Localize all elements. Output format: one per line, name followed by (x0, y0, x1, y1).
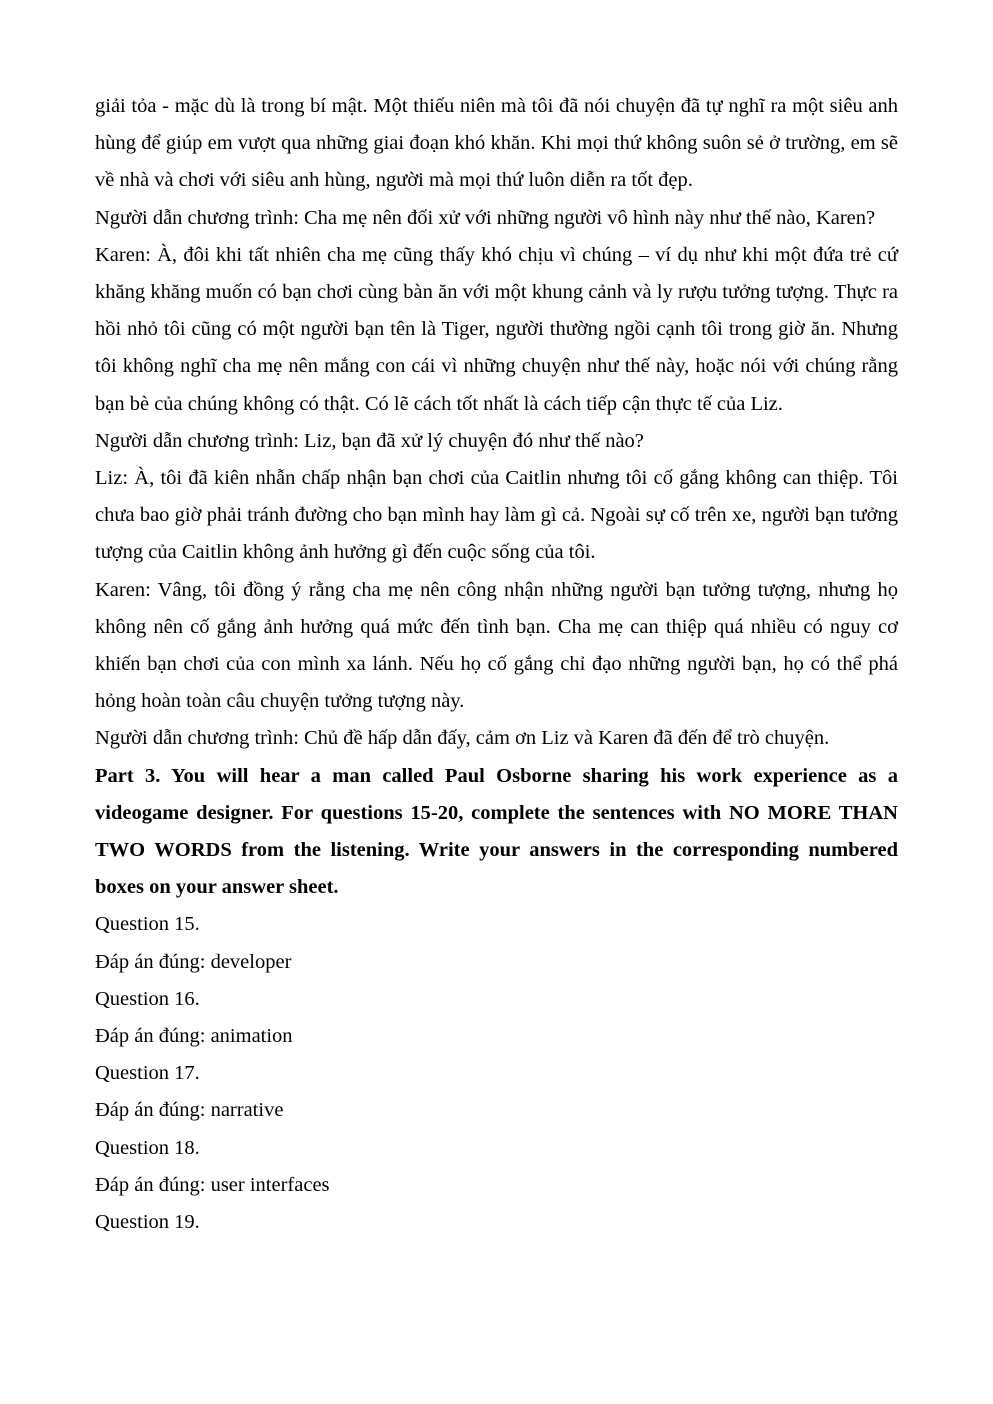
question-16: Question 16. (95, 987, 200, 1010)
question-15: Question 15. (95, 913, 200, 936)
paragraph-host-question-liz: Người dẫn chương trình: Liz, bạn đã xử lý chuyện đó như thế nào? (95, 429, 644, 452)
answer-18: Đáp án đúng: user interfaces (95, 1173, 330, 1196)
question-17: Question 17. (95, 1062, 200, 1085)
answer-16: Đáp án đúng: animation (95, 1025, 293, 1048)
paragraph-liz-answer: Liz: À, tôi đã kiên nhẫn chấp nhận bạn chơi của Caitlin nhưng tôi cố gắng không can thiệp. Tôi chưa bao giờ phải tránh đường cho bạn mình hay làm gì cả. Ngoài sự cố trên xe, người bạn tưởng tượng của Caitlin không ảnh hưởng gì đến cuộc sống của tôi. (95, 467, 898, 564)
paragraph-host-question-karen: Người dẫn chương trình: Cha mẹ nên đối xử với những người vô hình này như thế nào, Karen? (95, 206, 876, 229)
document-page (95, 88, 898, 1241)
paragraph-karen-agree: Karen: Vâng, tôi đồng ý rằng cha mẹ nên công nhận những người bạn tưởng tượng, nhưng họ không nên cố gắng ảnh hưởng quá mức đến tình bạn. Cha mẹ can thiệp quá nhiều có nguy cơ khiến bạn chơi của con mình xa lánh. Nếu họ cố gắng chỉ đạo những người bạn, họ có thể phá hỏng hoàn toàn câu chuyện tưởng tượng này. (95, 578, 898, 713)
question-18: Question 18. (95, 1136, 200, 1159)
paragraph-teenager-superhero: giải tỏa - mặc dù là trong bí mật. Một thiếu niên mà tôi đã nói chuyện đã tự nghĩ ra một siêu anh hùng để giúp em vượt qua những giai đoạn khó khăn. Khi mọi thứ không suôn sẻ ở trường, em sẽ về nhà và chơi với siêu anh hùng, người mà mọi thứ luôn diễn ra tốt đẹp. (95, 95, 898, 192)
part3-heading: Part 3. You will hear a man called Paul Osborne sharing his work experience as a videogame designer. For questions 15-20, complete the sentences with NO MORE THAN TWO WORDS from the listening. Write your answers in the corresponding numbered boxes on your answer sheet. (95, 764, 898, 899)
answer-17: Đáp án đúng: narrative (95, 1099, 284, 1122)
paragraph-karen-answer: Karen: À, đôi khi tất nhiên cha mẹ cũng thấy khó chịu vì chúng – ví dụ như khi một đứa trẻ cứ khăng khăng muốn có bạn chơi cùng bàn ăn với một khung cảnh và ly rượu tưởng tượng. Thực ra hồi nhỏ tôi cũng có một người bạn tên là Tiger, người thường ngồi cạnh tôi trong giờ ăn. Nhưng tôi không nghĩ cha mẹ nên mắng con cái vì những chuyện như thế này, hoặc nói với chúng rằng bạn bè của chúng không có thật. Có lẽ cách tốt nhất là cách tiếp cận thực tế của Liz. (95, 243, 898, 415)
answer-15: Đáp án đúng: developer (95, 950, 292, 973)
paragraph-host-closing: Người dẫn chương trình: Chủ đề hấp dẫn đấy, cảm ơn Liz và Karen đã đến để trò chuyện. (95, 727, 830, 750)
question-19: Question 19. (95, 1211, 200, 1234)
